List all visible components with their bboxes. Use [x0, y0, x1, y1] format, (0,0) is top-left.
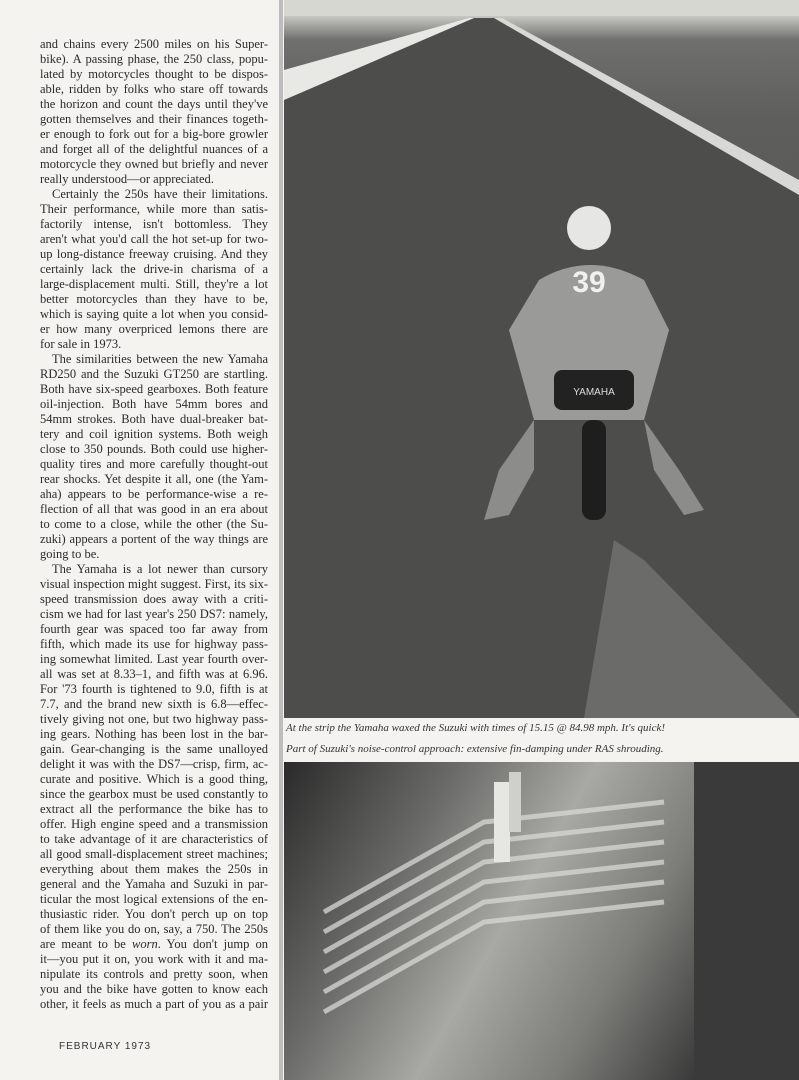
article-text-line: lated by motorcycles thought to be dispos-: [40, 67, 268, 81]
article-text-line: offer. High engine speed and a transmission: [40, 817, 268, 831]
column-divider: [279, 0, 283, 1080]
article-text-line: gain. Gear-changing is the same unalloyed: [40, 742, 268, 756]
article-text-line: to come to a close, while the other (the Su-: [40, 517, 268, 531]
article-text-line: other, it feels as much a part of you as a pair: [40, 997, 268, 1011]
drag-strip-photo: [284, 0, 799, 718]
article-text-line: you and the bike have gotten to know each: [40, 982, 268, 996]
drag-strip-illustration: [284, 0, 799, 718]
racing-number: 39: [572, 266, 606, 299]
article-text-line: Both have six-speed gearboxes. Both feature: [40, 382, 268, 396]
article-text-line: tively giving not one, but two highway pass-: [40, 712, 268, 726]
tank-logo: YAMAHA: [573, 387, 615, 398]
article-text-line: factorily intense, isn't bottomless. They: [40, 217, 268, 231]
article-text-line: since the gearbox must be used constantly to: [40, 787, 268, 801]
article-text-line: 7.7, and the brand new sixth is 6.8—effec-: [40, 697, 268, 711]
article-text-line: really understood—or appreciated.: [40, 172, 214, 186]
article-text-line: For '73 fourth is tightened to 9.0, fifth is at: [40, 682, 268, 696]
article-text-line: bike). A passing phase, the 250 class, popu-: [40, 52, 268, 66]
article-text-line: delight it was with the DS7—crisp, firm, ac-: [40, 757, 268, 771]
page-footer-issue-date: FEBRUARY 1973: [59, 1041, 152, 1052]
article-text-line: fourth gear was spaced too far away from: [40, 622, 268, 636]
article-text-line: RD250 and the Suzuki GT250 are startling.: [40, 367, 268, 381]
article-text-line: close to 350 pounds. Both could use higher-: [40, 442, 268, 456]
article-text-line: Their performance, while more than satis-: [40, 202, 268, 216]
article-text-line: and forget all of the delightful nuances of a: [40, 142, 268, 156]
engine-fins-photo: [284, 762, 799, 1080]
article-text-line: extract all the performance the bike has to: [40, 802, 268, 816]
article-text-line: nipulate its controls and pretty soon, when: [40, 967, 268, 981]
article-text-line: cism we had for last year's 250 DS7: namely,: [40, 607, 268, 621]
engine-fins-illustration: [284, 762, 799, 1080]
article-text-line: rear shocks. Yet despite it all, one (the Yam-: [40, 472, 268, 486]
article-text-line: The Yamaha is a lot newer than cursory: [52, 562, 268, 576]
article-text-line: which is saying quite a lot when you consid-: [40, 307, 268, 321]
article-text-line: visual inspection might suggest. First, its six-: [40, 577, 268, 591]
article-text-line: fifth, which made its use for highway pass-: [40, 637, 268, 651]
article-text-line: all good small-displacement street machines;: [40, 847, 268, 861]
article-text-line: and chains every 2500 miles on his Super-: [40, 37, 268, 51]
article-text-line: oil-injection. Both have 54mm bores and: [40, 397, 268, 411]
article-text-line: ticular the most logical extensions of the en-: [40, 892, 268, 906]
article-text-line: gotten themselves and their finances togeth-: [40, 112, 268, 126]
bottom-photo-caption: Part of Suzuki's noise-control approach: extensive fin-damping under RAS shrouding.: [286, 743, 664, 755]
article-text-line: general and the Yamaha and Suzuki in par-: [40, 877, 268, 891]
article-text-line: to take advantage of it are characteristics of: [40, 832, 268, 846]
article-text-line: large-displacement multi. Still, they're a lot: [40, 277, 268, 291]
article-text-line: thusiastic rider. You don't perch up on top: [40, 907, 268, 921]
article-text-line: able, ridden by folks who stare off towards: [40, 82, 268, 96]
article-text-line: the horizon and count the days until they've: [40, 97, 268, 111]
article-text-line: er how many overpriced lemons there are: [40, 322, 268, 336]
article-text-line: curate and positive. Which is a good thing,: [40, 772, 268, 786]
article-text-line: certainly lack the drive-in charisma of a: [40, 262, 268, 276]
article-text-line: it—you put it on, you work with it and ma-: [40, 952, 268, 966]
article-text-line: er enough to fork out for a big-bore growler: [40, 127, 268, 141]
article-text-line: ing somewhat limited. Last year fourth over-: [40, 652, 268, 666]
article-text-line: for sale in 1973.: [40, 337, 122, 351]
article-text-line: Certainly the 250s have their limitations.: [52, 187, 268, 201]
article-text-line: flection of all that was good in an era about: [40, 502, 268, 516]
article-text-line: zuki) appears a portent of the way things are: [40, 532, 268, 546]
top-photo-caption: At the strip the Yamaha waxed the Suzuki with times of 15.15 @ 84.98 mph. It's quick!: [286, 722, 666, 734]
article-text-line: going to be.: [40, 547, 100, 561]
article-text-line: aren't what you'd call the hot set-up for two-: [40, 232, 268, 246]
article-text-line: everything about them makes the 250s in: [40, 862, 268, 876]
article-text-line: all was set at 8.33–1, and fifth was at 6.96.: [40, 667, 268, 681]
article-text-line: better motorcycles than they have to be,: [40, 292, 268, 306]
article-text-line: ing gears. Nothing has been lost in the bar-: [40, 727, 268, 741]
article-text-line: are meant to be worn. You don't jump on: [40, 937, 269, 951]
article-text-line: 54mm strokes. Both have dual-breaker bat-: [40, 412, 268, 426]
article-text-line: motorcycle they owned but briefly and never: [40, 157, 268, 171]
article-text-line: The similarities between the new Yamaha: [52, 352, 268, 366]
article-text-line: speed transmission does away with a criti-: [40, 592, 268, 606]
article-text-line: aha) appears to be performance-wise a re-: [40, 487, 268, 501]
article-text-line: quality tires and more carefully thought-out: [40, 457, 268, 471]
article-text-line: of them like you do on, say, a 750. The 250s: [40, 922, 268, 936]
article-text-line: up long-distance freeway cruising. And they: [40, 247, 268, 261]
article-text-line: tery and coil ignition systems. Both weigh: [40, 427, 268, 441]
article-body-column: [40, 37, 268, 1012]
